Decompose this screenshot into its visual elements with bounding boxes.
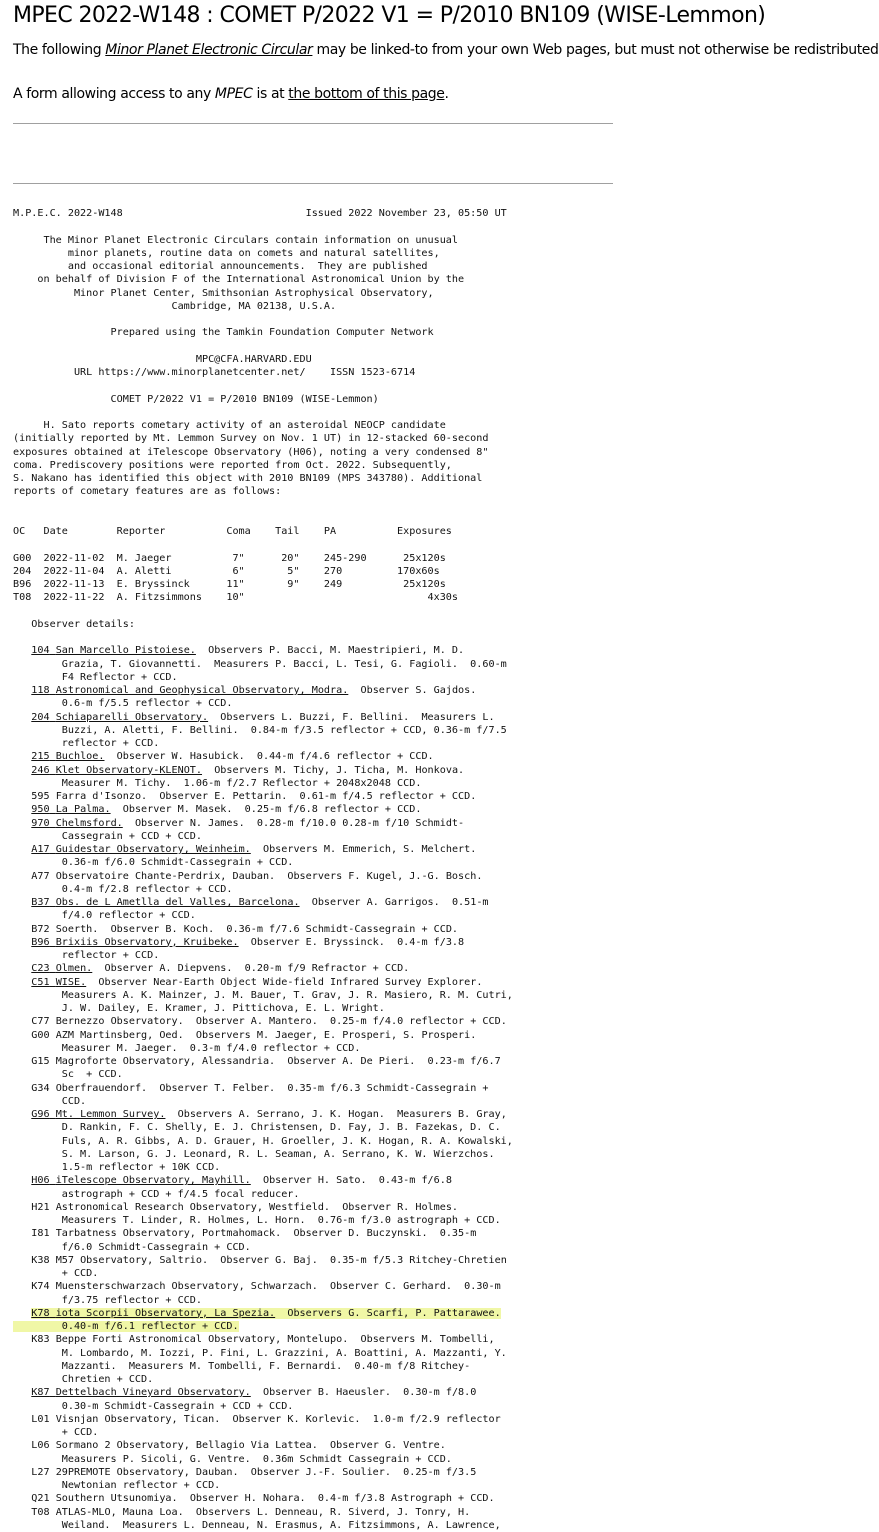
observatory-code: H06: [31, 1175, 50, 1187]
observatory-215-link[interactable]: [31, 751, 104, 762]
observatory-name: Guidestar Observatory, Weinheim.: [55, 844, 251, 855]
observer-details-text: Observers L. Buzzi, F. Bellini. Measurers L. Buzzi, A. Aletti, F. Bellini. 0.84-m f/3.5 reflector + CCD, 0.36-m f/7.5 reflector + CCD.: [61, 711, 507, 749]
preamble-line: H. Sato reports cometary activity of an asteroidal NEOCP candidate: [13, 420, 446, 431]
observatory-970-link[interactable]: [31, 818, 122, 829]
observatory-h06-link[interactable]: [31, 1175, 250, 1186]
observer-details-text: Observer H. Nohara. 0.4-m f/3.8 Astrograph + CCD.: [177, 1493, 495, 1505]
observer-entry: [31, 751, 433, 762]
observatory-name: La Palma.: [55, 804, 111, 816]
observatory-name: Chelmsford.: [55, 817, 123, 829]
observatory-code: 950: [31, 804, 50, 816]
observatory-name: 29PREMOTE Observatory, Dauban.: [55, 1466, 239, 1478]
observer-entry: [13, 685, 476, 709]
observer-details-text: Observer J.-F. Soulier. 0.25-m f/3.5 Newtonian reflector + CCD.: [61, 1466, 477, 1491]
observer-entry: [13, 1109, 513, 1173]
observatory-l27-name: [31, 1467, 238, 1478]
observatory-t08-name: [31, 1507, 183, 1518]
observatory-l01-name: [31, 1414, 220, 1425]
observatory-b72-name: [31, 924, 98, 935]
observer-details-text: Observers M. Emmerich, S. Melchert. 0.36-m f/6.0 Schmidt-Cassegrain + CCD.: [61, 844, 477, 869]
redistribution-notice: [13, 42, 879, 58]
observer-entry: [13, 1255, 507, 1279]
observer-details-text: Observer T. Felber. 0.35-m f/6.3 Schmidt-Cassegrain + CCD.: [61, 1082, 489, 1107]
preamble-line: (initially reported by Mt. Lemmon Survey on Nov. 1 UT) in 12-stacked 60-second: [13, 433, 489, 445]
divider-top: [13, 123, 613, 124]
observatory-a17-link[interactable]: [31, 844, 250, 855]
observer-details-text: Observer G. Ventre. Measurers P. Sicoli, G. Ventre. 0.36m Schmidt Cassegrain + CCD.: [61, 1440, 452, 1465]
observer-entry: [13, 645, 507, 683]
observatory-name: Sormano 2 Observatory, Bellagio Via Lattea.: [55, 1440, 318, 1452]
observer-entry: [31, 1016, 507, 1027]
observer-details-text: Observer D. Buczynski. 0.35-m f/6.0 Schmidt-Cassegrain + CCD.: [61, 1228, 477, 1253]
observer-details-label: Observer details:: [13, 618, 135, 630]
observatory-c77-name: [31, 1016, 183, 1027]
observatory-code: 104: [31, 645, 50, 657]
observer-details-text: Observers M. Tombelli, M. Lombardo, M. Iozzi, P. Fini, L. Grazzini, A. Boattini, A. Mazzanti, Y. Mazzanti. Measurers M. Tombelli, F. Bernardi. 0.40-m f/8 Ritchey- Chretien + CCD.: [61, 1334, 507, 1385]
observatory-g00-name: [31, 1030, 183, 1041]
observer-entry: [31, 804, 421, 815]
form-access-notice: [13, 86, 449, 102]
observatory-name: Bernezzo Observatory.: [55, 1016, 184, 1028]
observer-details-text: Observers P. Bacci, M. Maestripieri, M. D. Grazia, T. Giovannetti. Measurers P. Bacci, L. Tesi, G. Fagioli. 0.60-m F4 Reflector + CCD.: [61, 645, 507, 683]
observatory-code: 215: [31, 751, 50, 763]
observatory-name: Oberfrauendorf.: [55, 1082, 148, 1094]
preamble-line: Cambridge, MA 02138, U.S.A.: [13, 300, 337, 312]
observer-entry: [31, 963, 409, 974]
observer-details-text: Observers M. Tichy, J. Ticha, M. Honkova. Measurer M. Tichy. 1.06-m f/2.7 Reflector + 2048x2048 CCD.: [61, 764, 465, 789]
observer-details-text: Observers A. Serrano, J. K. Hogan. Measurers B. Gray, D. Rankin, F. C. Shelly, E. J. Christensen, D. Fay, J. B. Fazekas, D. C. Fuls, A. R. Gibbs, A. D. Grauer, H. Groeller, J. K. Hogan, R. A. Kowalski, S. M. Larson, G. J. Leonard, R. L. Seaman, A. Serrano, K. W. Wierzchos. 1.5-m reflector + 10K CCD.: [61, 1109, 513, 1173]
observatory-name: Tarbatness Observatory, Portmahomack.: [55, 1228, 282, 1240]
observer-details-text: Observer G. Baj. 0.35-m f/5.3 Ritchey-Chretien + CCD.: [61, 1254, 507, 1279]
observatory-name: Muensterschwarzach Observatory, Schwarzach.: [55, 1281, 318, 1293]
observatory-name: ATLAS-MLO, Mauna Loa.: [55, 1506, 184, 1518]
observer-details-text: Observer E. Pettarin. 0.61-m f/4.5 reflector + CCD.: [147, 791, 477, 802]
observatory-name: Visnjan Observatory, Tican.: [55, 1413, 221, 1425]
observatory-code: L01: [31, 1413, 50, 1425]
observatory-code: L06: [31, 1440, 50, 1452]
preamble-line: URL https://www.minorplanetcenter.net/ ISSN 1523-6714: [13, 367, 416, 378]
preamble-line: on behalf of Division F of the International Astronomical Union by the: [13, 274, 465, 286]
preamble-line: S. Nakano has identified this object with 2010 BN109 (MPS 343780). Additional: [13, 473, 483, 484]
observatory-118-link[interactable]: [31, 685, 348, 696]
observer-details-text: Observer E. Bryssinck. 0.4-m f/3.8 reflector + CCD.: [61, 936, 465, 961]
observer-entry: [31, 924, 458, 935]
observatory-name: San Marcello Pistoiese.: [55, 645, 196, 657]
observatory-name: Southern Utsunomiya.: [55, 1493, 178, 1505]
observer-list: [13, 645, 513, 1531]
circular-preamble: [13, 235, 488, 498]
observer-details-text: Observer W. Hasubick. 0.44-m f/4.6 reflector + CCD.: [104, 751, 434, 763]
observer-details-text: Observer A. Diepvens. 0.20-m f/9 Refractor + CCD.: [92, 963, 410, 975]
observatory-name: Olmen.: [55, 963, 93, 975]
observer-details-text: Observer A. De Pieri. 0.23-m f/6.7 Sc + CCD.: [61, 1056, 501, 1081]
observatory-595-name: [31, 791, 147, 802]
preamble-line: and occasional editorial announcements. They are published: [13, 261, 428, 272]
observer-details-text: Observer A. Garrigos. 0.51-m f/4.0 reflector + CCD.: [61, 897, 489, 922]
form-text-middle: is at: [252, 86, 289, 102]
observatory-code: Q21: [31, 1493, 50, 1505]
table-row: G00 2022-11-02 M. Jaeger 7" 20" 245-290 25x120s: [13, 552, 446, 564]
observer-details-text: Observer C. Gerhard. 0.30-m f/3.75 reflector + CCD.: [61, 1281, 501, 1306]
observatory-code: B72: [31, 923, 50, 935]
mpec-link[interactable]: Minor Planet Electronic Circular: [105, 42, 313, 58]
observatory-code: G15: [31, 1056, 50, 1067]
observatory-name: Mt. Lemmon Survey.: [55, 1109, 166, 1120]
observatory-code: G34: [31, 1082, 50, 1094]
observer-entry: [13, 1467, 476, 1491]
observer-details-text: Observer N. James. 0.28-m f/10.0 0.28-m f/10 Schmidt- Cassegrain + CCD + CCD.: [61, 817, 465, 842]
observatory-246-link[interactable]: [31, 765, 202, 776]
mpec-emphasis: MPEC: [214, 86, 253, 102]
observer-details-text: Observer H. Sato. 0.43-m f/6.8 astrograph + CCD + f/4.5 focal reducer.: [61, 1175, 452, 1200]
observatory-name: Farra d'Isonzo.: [55, 791, 148, 802]
divider-bottom: [13, 183, 613, 184]
report-table-header: OC Date Reporter Coma Tail PA Exposures: [13, 526, 452, 537]
observatory-k78-link[interactable]: [31, 1308, 275, 1319]
observatory-code: K83: [31, 1334, 50, 1346]
observer-details-text: Observer A. Mantero. 0.25-m f/4.0 reflector + CCD.: [183, 1016, 507, 1028]
observer-entry: [13, 765, 464, 789]
observatory-name: Soerth.: [55, 923, 99, 935]
observer-details-text: Observer K. Korlevic. 1.0-m f/2.9 reflector + CCD.: [61, 1413, 501, 1438]
observatory-code: B96: [31, 936, 50, 948]
observatory-b37-link[interactable]: [31, 897, 299, 908]
observatory-i81-name: [31, 1228, 281, 1239]
observatory-name: Beppe Forti Astronomical Observatory, Montelupo.: [55, 1334, 349, 1346]
observer-details-text: Observers F. Kugel, J.-G. Bosch. 0.4-m f/2.8 reflector + CCD.: [61, 870, 483, 895]
observer-entry: [13, 1202, 501, 1226]
observatory-code: I81: [31, 1228, 50, 1240]
observer-entry: [13, 1308, 501, 1332]
observatory-code: T08: [31, 1506, 50, 1518]
observatory-code: K74: [31, 1281, 50, 1293]
observer-details-text: Observer R. Holmes. Measurers T. Linder, R. Holmes, L. Horn. 0.76-m f/3.0 astrograph + CCD.: [61, 1201, 501, 1226]
observatory-name: Astronomical Research Observatory, Westfield.: [55, 1201, 331, 1213]
observatory-code: K38: [31, 1254, 50, 1266]
observatory-104-link[interactable]: [31, 645, 196, 656]
observer-entry: [31, 1493, 494, 1504]
observatory-k83-name: [31, 1334, 348, 1345]
circular-body: [13, 207, 513, 1532]
circular-header: M.P.E.C. 2022-W148 Issued 2022 November 23, 05:50 UT: [13, 208, 507, 219]
observatory-q21-name: [31, 1493, 177, 1504]
observer-entry: [13, 1440, 452, 1464]
observer-details-text: Observers M. Jaeger, E. Prosperi, S. Prosperi. Measurer M. Jaeger. 0.3-m f/4.0 reflector + CCD.: [61, 1029, 477, 1054]
observer-entry: [13, 1056, 501, 1080]
observer-entry: [13, 712, 507, 750]
observatory-name: iTelescope Observatory, Mayhill.: [55, 1175, 251, 1187]
observer-entry: [13, 937, 464, 961]
preamble-line: COMET P/2022 V1 = P/2010 BN109 (WISE-Lemmon): [13, 393, 379, 405]
observatory-name: Observatoire Chante-Perdrix, Dauban.: [55, 870, 276, 882]
observer-entry: [13, 1414, 501, 1438]
observer-details-text: Observer B. Haeusler. 0.30-m f/8.0 0.30-m Schmidt-Cassegrain + CCD + CCD.: [61, 1387, 477, 1412]
observatory-950-link[interactable]: [31, 804, 110, 815]
observer-entry: [13, 1334, 507, 1385]
form-text-end: .: [444, 86, 449, 102]
observatory-b96-link[interactable]: [31, 937, 238, 948]
observatory-g96-link[interactable]: [31, 1109, 165, 1120]
page-title: MPEC 2022-W148 : COMET P/2022 V1 = P/2010 BN109 (WISE-Lemmon): [13, 3, 766, 28]
observatory-name: iota Scorpii Observatory, La Spezia.: [55, 1307, 276, 1319]
observatory-code: G96: [31, 1109, 50, 1120]
observer-entry: [31, 791, 476, 802]
observatory-code: H21: [31, 1201, 50, 1213]
preamble-line: The Minor Planet Electronic Circulars contain information on unusual: [13, 234, 458, 246]
preamble-line: MPC@CFA.HARVARD.EDU: [13, 353, 312, 365]
observer-entry: [13, 1387, 476, 1411]
observatory-name: Obs. de L Ametlla del Valles, Barcelona.: [55, 897, 300, 908]
observatory-g34-name: [31, 1083, 147, 1094]
observatory-name: Astronomical and Geophysical Observatory, Modra.: [55, 685, 349, 696]
report-table: [13, 553, 458, 604]
notice-text-end: may be linked-to from your own Web pages, but must not otherwise be redistributed: [312, 42, 879, 58]
table-row: 204 2022-11-04 A. Aletti 6" 5" 270 170x60s: [13, 565, 440, 577]
observatory-name: WISE.: [55, 976, 87, 988]
observer-entry: [13, 871, 482, 895]
observer-details-text: Observer M. Masek. 0.25-m f/6.8 reflector + CCD.: [110, 804, 422, 816]
observatory-code: G00: [31, 1029, 50, 1041]
observer-entry: [13, 977, 513, 1015]
observer-details-text: Observers G. Scarfi, P. Pattarawee. 0.40-m f/6.1 reflector + CCD.: [61, 1307, 501, 1332]
observatory-code: L27: [31, 1466, 50, 1478]
observatory-l06-name: [31, 1440, 318, 1451]
observatory-code: A17: [31, 844, 50, 855]
observer-entry: [13, 1228, 476, 1252]
observatory-name: Schiaparelli Observatory.: [55, 711, 209, 723]
observatory-name: Magroforte Observatory, Alessandria.: [55, 1056, 276, 1067]
observatory-a77-name: [31, 871, 275, 882]
observatory-c23-link[interactable]: [31, 963, 92, 974]
observer-entry: [13, 1175, 452, 1199]
table-row: B96 2022-11-13 E. Bryssinck 11" 9" 249 25x120s: [13, 579, 446, 590]
observatory-code: 118: [31, 685, 50, 696]
observer-entry: [13, 1507, 501, 1531]
preamble-line: Prepared using the Tamkin Foundation Computer Network: [13, 327, 434, 339]
observatory-name: Klet Observatory-KLENOT.: [55, 764, 203, 776]
preamble-line: minor planets, routine data on comets and natural satellites,: [13, 247, 440, 259]
observer-entry: [13, 844, 476, 868]
observer-entry: [13, 897, 489, 921]
observatory-k38-name: [31, 1255, 208, 1266]
observatory-h21-name: [31, 1202, 330, 1213]
form-text-start: A form allowing access to any: [13, 86, 215, 102]
preamble-line: exposures obtained at iTelescope Observatory (H06), noting a very condensed 8": [13, 446, 489, 458]
observer-details-text: Observer Near-Earth Object Wide-field Infrared Survey Explorer. Measurers A. K. Mainzer, J. M. Bauer, T. Grav, J. R. Masiero, R. M. Cutri, J. W. Dailey, E. Kramer, J. Pittichova, E. L. Wright.: [61, 976, 513, 1014]
preamble-line: reports of cometary features are as follows:: [13, 486, 282, 498]
observatory-code: 204: [31, 711, 50, 723]
observatory-code: C23: [31, 963, 50, 975]
observatory-name: AZM Martinsberg, Oed.: [55, 1029, 184, 1041]
observatory-k74-name: [31, 1281, 318, 1292]
observer-details-text: Observers L. Denneau, R. Siverd, J. Tonry, H. Weiland. Measurers L. Denneau, N. Erasmus, A. Fitzsimmons, A. Lawrence,: [61, 1506, 501, 1531]
observatory-code: 595: [31, 791, 50, 802]
observatory-name: M57 Observatory, Saltrio.: [55, 1254, 209, 1266]
preamble-line: coma. Prediscovery positions were reported from Oct. 2022. Subsequently,: [13, 459, 452, 471]
observer-entry: [13, 1083, 489, 1107]
observatory-code: 970: [31, 817, 50, 829]
observer-entry: [13, 1030, 476, 1054]
observer-details-text: Observer B. Koch. 0.36-m f/7.6 Schmidt-Cassegrain + CCD.: [98, 923, 459, 935]
observatory-c51-link[interactable]: [31, 977, 86, 988]
observer-entry: [13, 818, 464, 842]
bottom-of-page-link[interactable]: the bottom of this page: [288, 86, 445, 102]
observatory-code: K78: [31, 1307, 50, 1319]
observatory-code: C77: [31, 1016, 50, 1028]
observatory-204-link[interactable]: [31, 712, 208, 723]
table-row: T08 2022-11-22 A. Fitzsimmons 10" 4x30s: [13, 592, 458, 604]
notice-text-start: The following: [13, 42, 106, 58]
observatory-k87-link[interactable]: [31, 1387, 250, 1398]
observatory-name: Dettelbach Vineyard Observatory.: [55, 1387, 251, 1399]
observatory-g15-name: [31, 1056, 275, 1067]
observatory-code: B37: [31, 897, 50, 908]
observer-details-text: Observer S. Gajdos. 0.6-m f/5.5 reflector + CCD.: [61, 685, 477, 710]
observer-entry: [13, 1281, 501, 1305]
observatory-code: A77: [31, 870, 50, 882]
observatory-name: Buchloe.: [55, 751, 105, 763]
observatory-name: Brixiis Observatory, Kruibeke.: [55, 936, 239, 948]
observatory-code: 246: [31, 764, 50, 776]
observatory-code: C51: [31, 976, 50, 988]
observatory-code: K87: [31, 1387, 50, 1399]
preamble-line: Minor Planet Center, Smithsonian Astrophysical Observatory,: [13, 287, 434, 299]
